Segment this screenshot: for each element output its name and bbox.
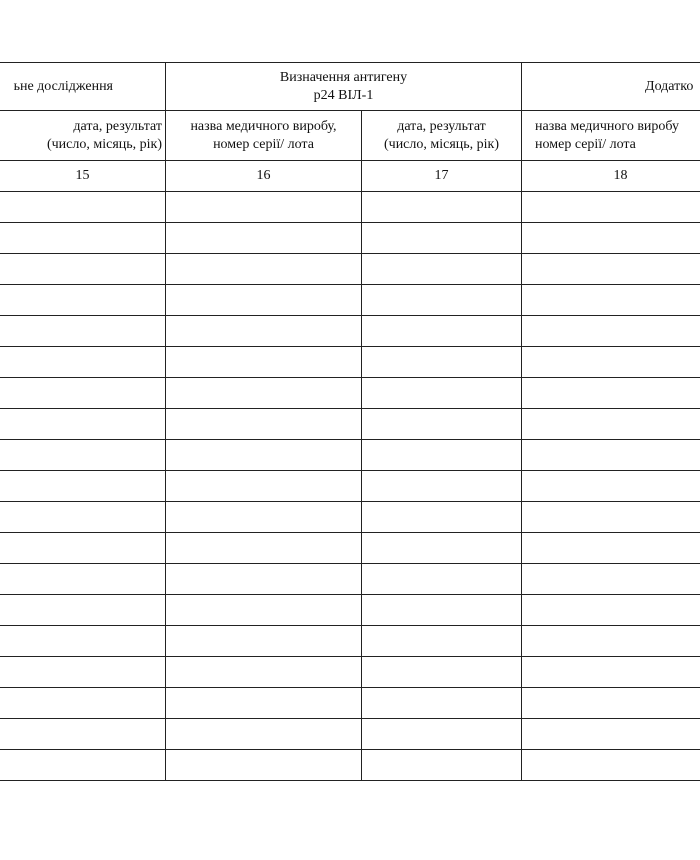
column-number-row <box>0 161 700 192</box>
empty-cell <box>0 254 166 285</box>
empty-cell <box>522 657 700 688</box>
empty-cell <box>0 440 166 471</box>
empty-cell <box>166 440 362 471</box>
empty-cell <box>522 316 700 347</box>
table-row <box>0 533 700 564</box>
empty-cell <box>166 533 362 564</box>
empty-cell <box>166 285 362 316</box>
header-research-partial-text: ьне дослідження <box>13 78 113 94</box>
empty-cell <box>362 254 522 285</box>
table-row <box>0 688 700 719</box>
empty-cell <box>0 223 166 254</box>
subheader-col-18-line1: назва медичного виробу <box>535 118 680 134</box>
empty-cell <box>166 254 362 285</box>
subheader-col-16 <box>166 111 362 161</box>
empty-cell <box>522 378 700 409</box>
empty-cell <box>0 564 166 595</box>
empty-cell <box>166 564 362 595</box>
empty-cell <box>0 347 166 378</box>
table-row <box>0 192 700 223</box>
column-number-15: 15 <box>0 161 166 192</box>
empty-cell <box>362 378 522 409</box>
table-row <box>0 316 700 347</box>
header-cell-antigen <box>166 63 522 111</box>
subheader-col-15 <box>0 111 166 161</box>
empty-cell <box>166 595 362 626</box>
empty-cell <box>0 657 166 688</box>
empty-cell <box>0 688 166 719</box>
header-cell-additional-partial <box>522 63 700 111</box>
empty-cell <box>362 750 522 781</box>
table-row <box>0 378 700 409</box>
empty-cell <box>0 471 166 502</box>
empty-cell <box>362 595 522 626</box>
empty-cell <box>522 595 700 626</box>
empty-cell <box>0 719 166 750</box>
empty-cell <box>522 502 700 533</box>
empty-cell <box>522 471 700 502</box>
table-row <box>0 223 700 254</box>
table-row <box>0 564 700 595</box>
empty-cell <box>522 719 700 750</box>
empty-cell <box>166 409 362 440</box>
empty-cell <box>522 409 700 440</box>
empty-cell <box>362 657 522 688</box>
table-row <box>0 409 700 440</box>
empty-cell <box>166 316 362 347</box>
empty-cell <box>166 626 362 657</box>
empty-cell <box>522 626 700 657</box>
empty-cell <box>166 471 362 502</box>
empty-cell <box>166 688 362 719</box>
empty-cell <box>0 409 166 440</box>
empty-cell <box>362 347 522 378</box>
header-antigen-line2: р24 ВІЛ-1 <box>313 87 374 103</box>
empty-cell <box>0 192 166 223</box>
empty-cell <box>362 626 522 657</box>
empty-cell <box>362 688 522 719</box>
subheader-col-16-line2: номер серії/ лота <box>213 136 314 152</box>
header-additional-partial-text: Додатко <box>645 78 694 94</box>
empty-cell <box>166 347 362 378</box>
table-row <box>0 657 700 688</box>
subheader-col-17 <box>362 111 522 161</box>
empty-cell <box>166 192 362 223</box>
empty-cell <box>522 440 700 471</box>
sub-header-row <box>0 111 700 161</box>
empty-cell <box>0 750 166 781</box>
empty-cell <box>522 347 700 378</box>
empty-cell <box>362 223 522 254</box>
subheader-col-15-line1: дата, результат <box>73 118 162 134</box>
group-header-row <box>0 63 700 111</box>
empty-cell <box>166 719 362 750</box>
table-row <box>0 626 700 657</box>
empty-cell <box>0 595 166 626</box>
table-row <box>0 502 700 533</box>
empty-cell <box>166 750 362 781</box>
empty-cell <box>362 564 522 595</box>
empty-cell <box>362 409 522 440</box>
empty-cell <box>362 502 522 533</box>
subheader-col-15-line2: (число, місяць, рік) <box>46 136 162 152</box>
empty-cell <box>522 750 700 781</box>
table-row <box>0 440 700 471</box>
table-row <box>0 595 700 626</box>
header-antigen-line1: Визначення антигену <box>279 69 408 85</box>
table-row <box>0 347 700 378</box>
empty-cell <box>0 626 166 657</box>
empty-cell <box>0 502 166 533</box>
subheader-col-18-line2: номер серії/ лота <box>535 136 636 152</box>
table-row <box>0 719 700 750</box>
column-number-18: 18 <box>522 161 700 192</box>
empty-cell <box>522 192 700 223</box>
column-number-16: 16 <box>166 161 362 192</box>
empty-cell <box>362 471 522 502</box>
table-row <box>0 254 700 285</box>
column-number-17: 17 <box>362 161 522 192</box>
empty-cell <box>362 285 522 316</box>
table-row <box>0 471 700 502</box>
empty-cell <box>362 192 522 223</box>
empty-cell <box>362 719 522 750</box>
subheader-col-18 <box>522 111 700 161</box>
empty-cell <box>522 533 700 564</box>
empty-cell <box>166 223 362 254</box>
empty-cell <box>362 440 522 471</box>
empty-cell <box>166 502 362 533</box>
table-row <box>0 750 700 781</box>
header-cell-research-partial <box>0 63 166 111</box>
empty-cell <box>522 688 700 719</box>
empty-cell <box>166 657 362 688</box>
empty-cell <box>522 223 700 254</box>
empty-cell <box>362 533 522 564</box>
empty-cell <box>0 285 166 316</box>
subheader-col-16-line1: назва медичного виробу, <box>190 118 337 134</box>
empty-cell <box>166 378 362 409</box>
empty-cell <box>522 564 700 595</box>
subheader-col-17-line1: дата, результат <box>397 118 486 134</box>
empty-cell <box>0 533 166 564</box>
table-row <box>0 285 700 316</box>
empty-cell <box>522 254 700 285</box>
empty-cell <box>0 378 166 409</box>
empty-cell <box>0 316 166 347</box>
empty-cell <box>362 316 522 347</box>
empty-cell <box>522 285 700 316</box>
subheader-col-17-line2: (число, місяць, рік) <box>383 136 500 152</box>
register-table <box>0 62 700 781</box>
